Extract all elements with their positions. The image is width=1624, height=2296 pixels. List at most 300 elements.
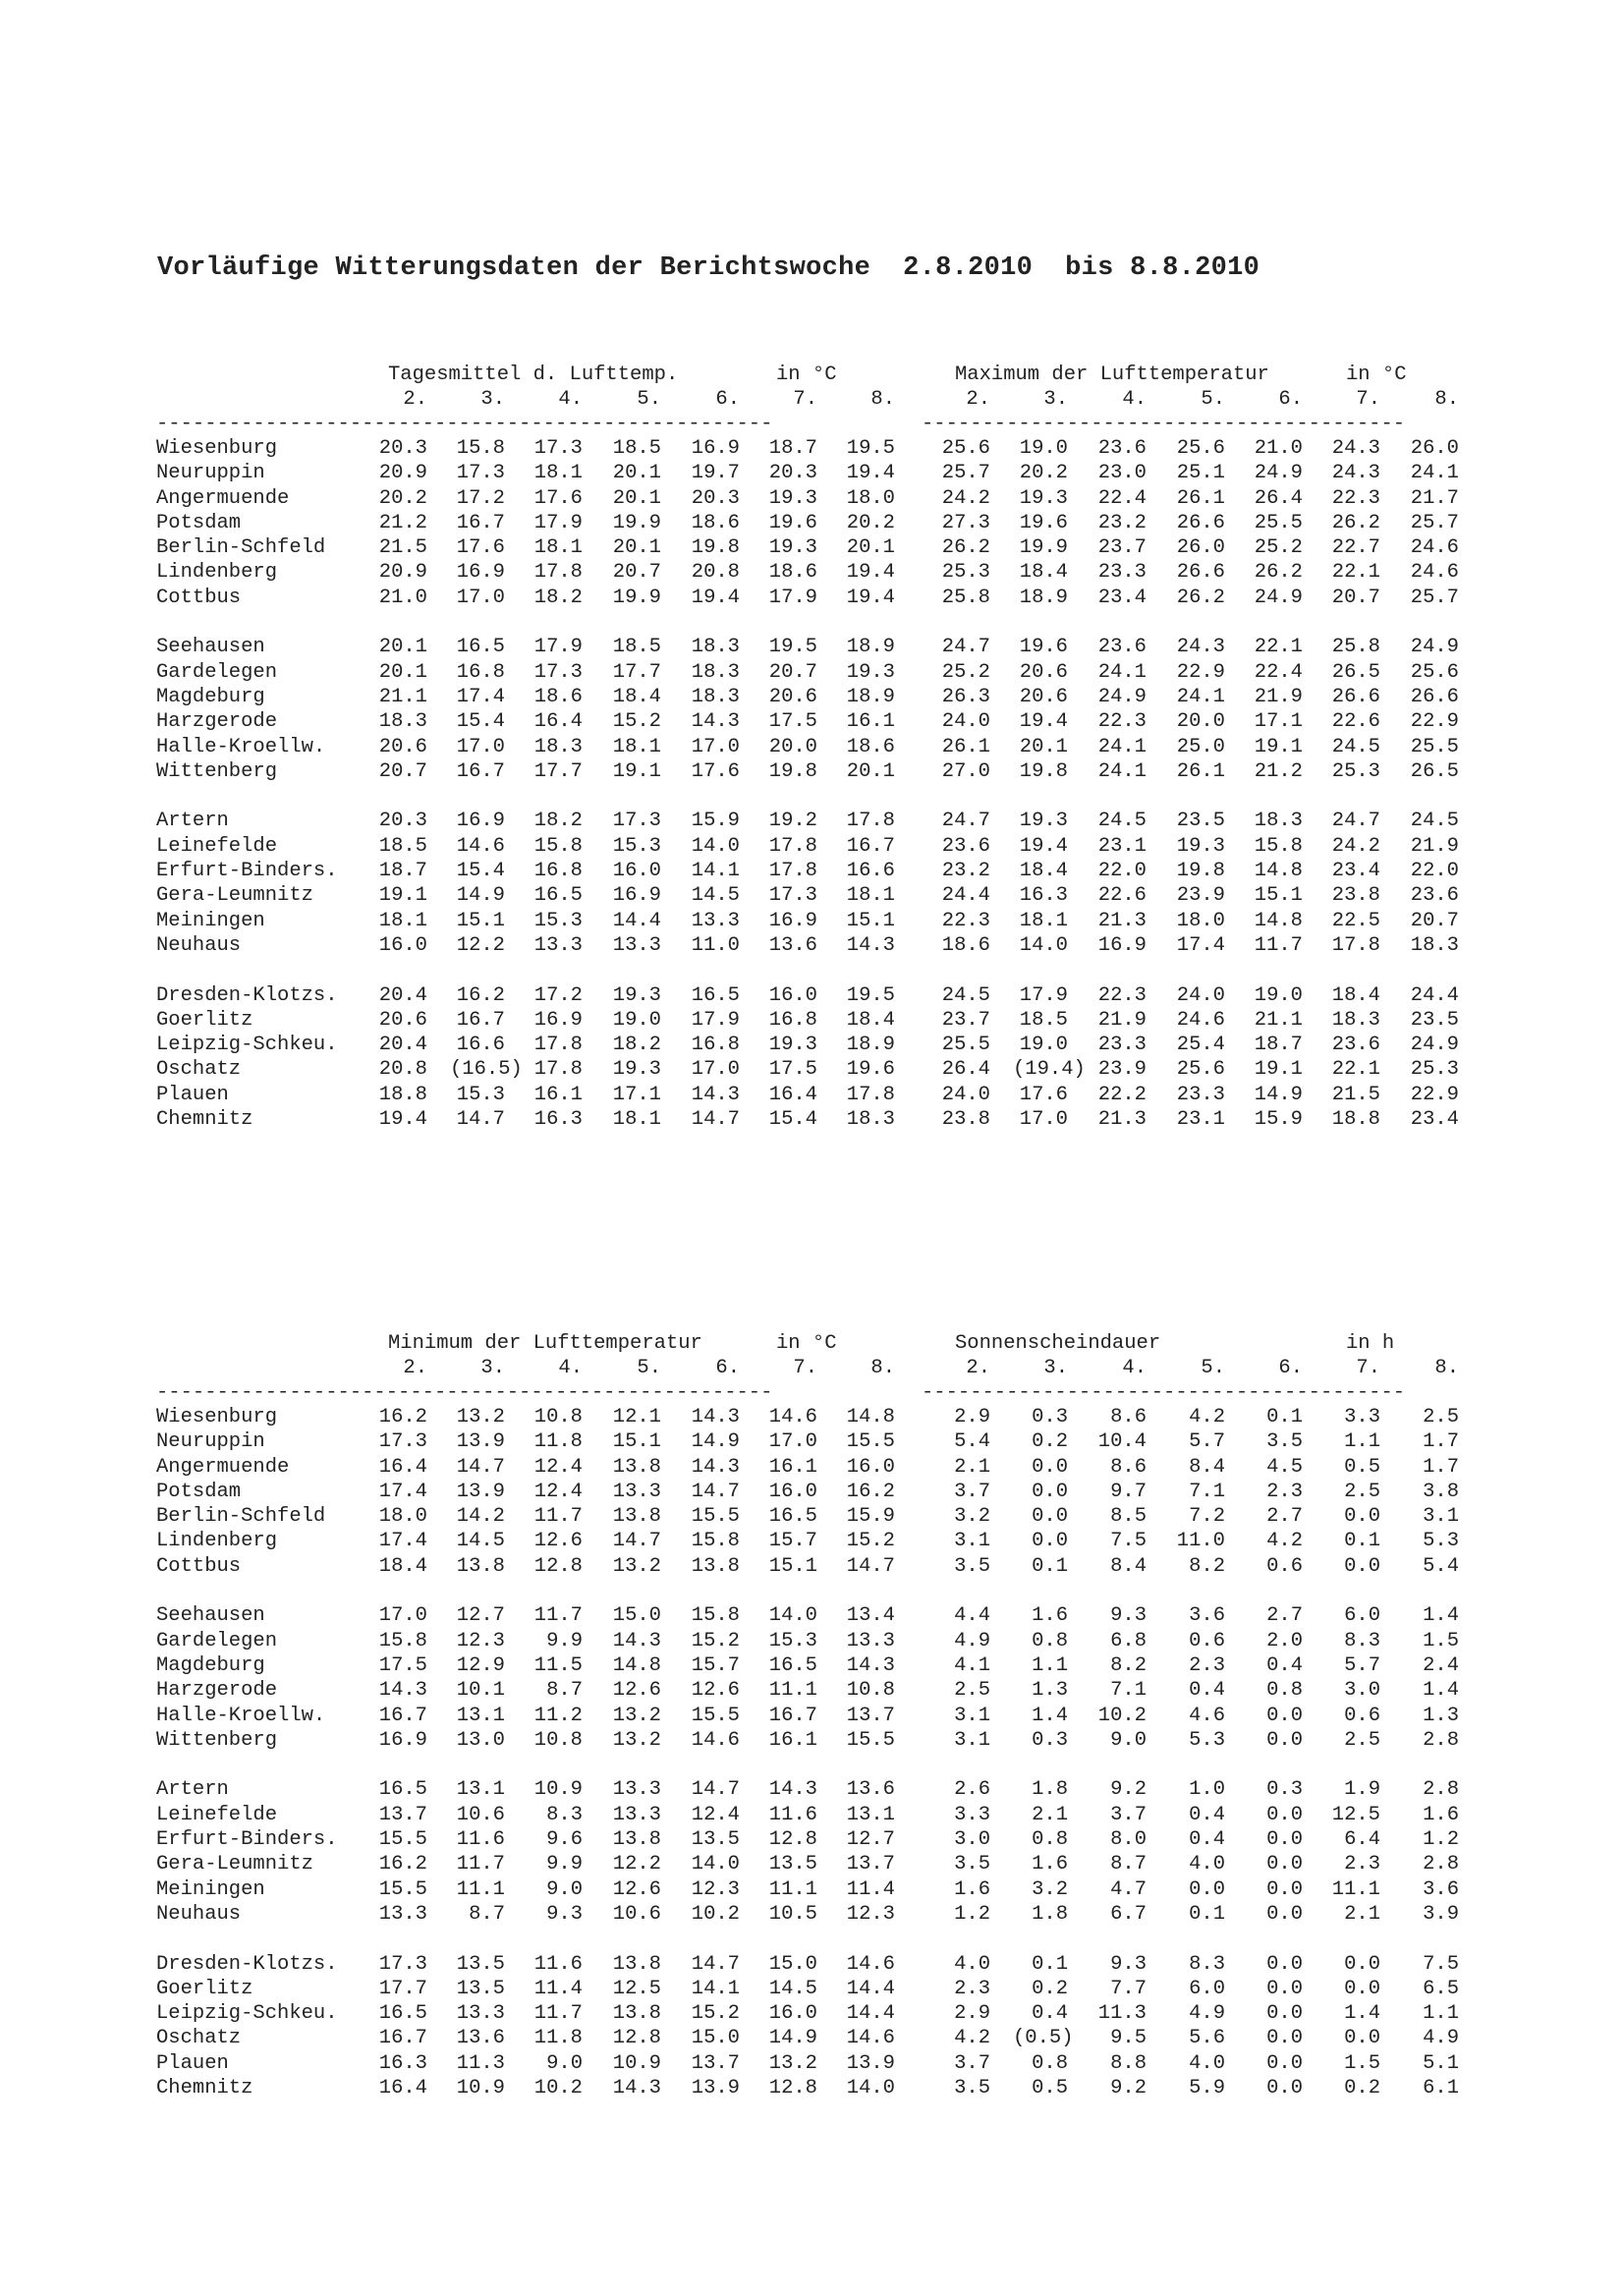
table-row: [156, 1878, 1483, 1903]
header-separator: [156, 1381, 1483, 1406]
left-value: 18.8: [378, 1083, 427, 1106]
left-value: 14.7: [456, 1455, 505, 1479]
right-value: 19.3: [1176, 834, 1225, 858]
left-value: 14.3: [846, 933, 895, 957]
right-value: 8.3: [1344, 1629, 1380, 1652]
left-value: 16.0: [768, 983, 817, 1007]
station-name: Goerlitz: [156, 1008, 253, 1032]
right-value: 24.0: [1176, 983, 1225, 1007]
left-value: 16.9: [533, 1008, 583, 1032]
right-value: 20.7: [1331, 586, 1380, 609]
right-value: 0.5: [1032, 2077, 1068, 2100]
left-value: 19.4: [846, 561, 895, 585]
right-value: 22.2: [1097, 1083, 1147, 1106]
right-value: 3.6: [1189, 1604, 1225, 1628]
left-value: 13.1: [456, 1704, 505, 1727]
left-value: 14.7: [691, 1778, 740, 1802]
left-value: 20.7: [612, 561, 661, 585]
table-row: [156, 661, 1483, 686]
right-value: 27.0: [941, 759, 990, 783]
day-header: 7.: [793, 1357, 817, 1379]
day-header: 3.: [1043, 388, 1068, 411]
day-header: 5.: [1201, 388, 1225, 411]
left-value: 14.6: [846, 1952, 895, 1976]
table-row: [156, 1084, 1483, 1108]
right-value: 9.7: [1110, 1480, 1147, 1503]
weather-table-temperature-mean-max: [156, 364, 1483, 1158]
right-value: 0.4: [1032, 2002, 1068, 2026]
right-value: 3.9: [1423, 1902, 1459, 1926]
right-value: 0.4: [1266, 1653, 1303, 1677]
right-value: 0.0: [1266, 2027, 1303, 2050]
left-value: 21.1: [378, 685, 427, 708]
right-value: 18.4: [1331, 983, 1380, 1007]
left-value: 19.9: [612, 586, 661, 609]
right-value: 18.3: [1410, 933, 1459, 957]
left-value: 11.7: [533, 1604, 583, 1628]
left-value: 14.9: [768, 2027, 817, 2050]
left-value: 18.1: [846, 884, 895, 908]
left-value: 18.0: [378, 1505, 427, 1529]
right-value: 20.7: [1410, 909, 1459, 932]
left-value: 14.5: [691, 884, 740, 908]
right-value: 1.0: [1189, 1778, 1225, 1802]
left-value: 19.4: [846, 586, 895, 609]
right-value: 26.4: [941, 1058, 990, 1082]
left-value: 16.0: [378, 933, 427, 957]
left-value: 15.5: [378, 1828, 427, 1852]
right-value: 14.0: [1019, 933, 1068, 957]
left-value: 13.7: [691, 2051, 740, 2075]
left-value: 19.3: [768, 486, 817, 510]
right-value: 1.4: [1423, 1679, 1459, 1703]
left-value: 10.9: [533, 1778, 583, 1802]
left-value: 16.3: [378, 2051, 427, 2075]
left-value: 18.7: [378, 860, 427, 883]
station-name: Gera-Leumnitz: [156, 1853, 313, 1876]
station-group: [156, 636, 1483, 785]
left-value: 18.6: [691, 511, 740, 534]
left-value: 13.8: [612, 1455, 661, 1479]
right-value: 17.4: [1176, 933, 1225, 957]
left-value: 11.0: [691, 933, 740, 957]
station-name: Meiningen: [156, 1877, 265, 1901]
left-value: 15.5: [846, 1430, 895, 1454]
right-value: 4.2: [1189, 1406, 1225, 1428]
left-value: 11.1: [768, 1679, 817, 1703]
left-value: 15.1: [768, 1554, 817, 1578]
left-value: 13.3: [456, 2002, 505, 2026]
station-group: [156, 1604, 1483, 1754]
right-value: 24.9: [1097, 685, 1147, 708]
right-value: 26.0: [1410, 437, 1459, 460]
left-value: 19.1: [378, 884, 427, 908]
right-value: 24.1: [1097, 759, 1147, 783]
left-value: 19.3: [612, 983, 661, 1007]
right-value: 25.5: [1254, 511, 1303, 534]
right-value: 0.4: [1189, 1828, 1225, 1852]
right-value: 6.7: [1110, 1902, 1147, 1926]
station-name: Neuhaus: [156, 933, 242, 957]
right-value: 4.0: [1189, 2051, 1225, 2075]
station-name: Cottbus: [156, 586, 242, 609]
right-value: 0.1: [1189, 1902, 1225, 1926]
right-value: 22.4: [1254, 660, 1303, 684]
right-value: 0.0: [1032, 1480, 1068, 1503]
left-value: 14.3: [691, 1083, 740, 1106]
left-value: 9.9: [546, 1853, 583, 1876]
left-value: 20.0: [768, 735, 817, 758]
right-value: 0.1: [1032, 1952, 1068, 1976]
left-value: 18.3: [691, 660, 740, 684]
right-value: 0.0: [1344, 1952, 1380, 1976]
right-value: 18.4: [1019, 860, 1068, 883]
left-value: 13.2: [768, 2051, 817, 2075]
right-value: 23.4: [1331, 860, 1380, 883]
left-value: 15.3: [533, 909, 583, 932]
left-value: 18.0: [846, 486, 895, 510]
day-header: 5.: [637, 1357, 661, 1379]
right-value: 2.6: [954, 1778, 990, 1802]
right-value: 21.7: [1410, 486, 1459, 510]
table-row: [156, 1853, 1483, 1877]
right-value: 14.9: [1254, 1083, 1303, 1106]
day-header: 7.: [1356, 388, 1380, 411]
right-value: 3.1: [1423, 1505, 1459, 1529]
right-value: 2.4: [1423, 1653, 1459, 1677]
left-value: 21.2: [378, 511, 427, 534]
left-value: 17.3: [456, 462, 505, 485]
right-value: 0.0: [1266, 1853, 1303, 1876]
left-value: 16.2: [456, 983, 505, 1007]
left-value: 13.2: [612, 1728, 661, 1752]
left-value: 14.7: [691, 1952, 740, 1976]
left-value: 13.4: [846, 1604, 895, 1628]
left-value: 20.1: [378, 660, 427, 684]
table-row: [156, 1828, 1483, 1853]
left-value: 16.5: [378, 1778, 427, 1802]
right-value: 4.0: [1189, 1853, 1225, 1876]
left-value: 17.0: [456, 586, 505, 609]
left-value: 12.7: [456, 1604, 505, 1628]
right-value: 22.1: [1331, 1058, 1380, 1082]
left-value: 15.5: [691, 1505, 740, 1529]
station-group: [156, 437, 1483, 611]
left-value: 14.3: [612, 1629, 661, 1652]
right-value: 23.6: [1410, 884, 1459, 908]
left-value: 16.2: [846, 1480, 895, 1503]
right-value: 0.0: [1344, 1554, 1380, 1578]
left-value: 20.4: [378, 1034, 427, 1057]
right-value: 4.7: [1110, 1877, 1147, 1901]
right-value: 19.9: [1019, 536, 1068, 560]
station-name: Neuruppin: [156, 1430, 265, 1454]
right-value: 24.1: [1410, 462, 1459, 485]
right-value: 24.6: [1176, 1008, 1225, 1032]
station-name: Potsdam: [156, 511, 242, 534]
right-value: 8.7: [1110, 1853, 1147, 1876]
left-value: 19.4: [691, 586, 740, 609]
left-value: 14.0: [768, 1604, 817, 1628]
station-name: Angermuende: [156, 1455, 290, 1479]
table-row: [156, 1604, 1483, 1629]
right-value: 22.5: [1331, 909, 1380, 932]
left-value: 13.3: [612, 1778, 661, 1802]
table-row: [156, 1530, 1483, 1554]
left-value: 15.8: [691, 1604, 740, 1628]
right-value: 24.1: [1097, 735, 1147, 758]
table-row: [156, 587, 1483, 611]
right-value: 24.9: [1254, 462, 1303, 485]
left-value: 14.3: [691, 1406, 740, 1428]
left-value: 12.6: [612, 1877, 661, 1901]
right-value: 3.0: [954, 1828, 990, 1852]
right-value: 2.3: [1344, 1853, 1380, 1876]
table-row: [156, 1903, 1483, 1928]
left-value: 14.2: [456, 1505, 505, 1529]
table-row: [156, 934, 1483, 959]
right-value: 21.2: [1254, 759, 1303, 783]
left-value: 19.5: [768, 636, 817, 659]
right-value: 25.8: [1331, 636, 1380, 659]
station-name: Halle-Kroellw.: [156, 735, 326, 758]
right-value: 5.3: [1423, 1530, 1459, 1553]
day-header: 5.: [637, 388, 661, 411]
right-value: 19.4: [1019, 834, 1068, 858]
right-value: 5.4: [1423, 1554, 1459, 1578]
left-value: 17.8: [768, 860, 817, 883]
right-value: 0.6: [1189, 1629, 1225, 1652]
left-value: 20.9: [378, 561, 427, 585]
right-section-unit: in °C: [1346, 364, 1407, 386]
right-value: 6.5: [1423, 1977, 1459, 2000]
right-value: 26.4: [1254, 486, 1303, 510]
table-row: [156, 1505, 1483, 1530]
left-value: 20.8: [691, 561, 740, 585]
left-value: 20.1: [846, 759, 895, 783]
left-value: 14.0: [691, 834, 740, 858]
right-value: 3.3: [1344, 1406, 1380, 1428]
left-value: 15.4: [456, 860, 505, 883]
left-value: 17.7: [378, 1977, 427, 2000]
right-value: 1.7: [1423, 1455, 1459, 1479]
left-value: 13.3: [846, 1629, 895, 1652]
right-value: 11.0: [1176, 1530, 1225, 1553]
right-value: 24.1: [1176, 685, 1225, 708]
right-value: 4.0: [954, 1952, 990, 1976]
day-header: 8.: [870, 388, 895, 411]
left-value: 18.6: [533, 685, 583, 708]
left-value: 14.4: [612, 909, 661, 932]
table-row: [156, 860, 1483, 884]
right-value: 18.6: [941, 933, 990, 957]
left-value: 16.8: [691, 1034, 740, 1057]
right-value: 0.0: [1266, 1803, 1303, 1826]
right-value: 1.6: [1032, 1853, 1068, 1876]
left-value: 19.8: [691, 536, 740, 560]
right-value: 2.3: [954, 1977, 990, 2000]
left-value: 16.8: [533, 860, 583, 883]
left-value: 13.1: [846, 1803, 895, 1826]
right-value: 1.6: [1423, 1803, 1459, 1826]
left-value: 16.6: [846, 860, 895, 883]
right-value: 21.3: [1097, 909, 1147, 932]
right-value: 22.9: [1410, 710, 1459, 734]
right-value: 0.1: [1032, 1554, 1068, 1578]
right-value: 0.0: [1266, 1704, 1303, 1727]
left-value: 14.6: [456, 834, 505, 858]
right-value: 7.7: [1110, 1977, 1147, 2000]
right-value: 7.5: [1110, 1530, 1147, 1553]
right-value: 19.4: [1019, 710, 1068, 734]
right-value: 19.0: [1254, 983, 1303, 1007]
table-row: [156, 2002, 1483, 2027]
left-value: 15.1: [846, 909, 895, 932]
right-value: 19.8: [1019, 759, 1068, 783]
right-value: 19.3: [1019, 486, 1068, 510]
left-value: 15.9: [846, 1505, 895, 1529]
left-value: 16.9: [691, 437, 740, 460]
left-value: 16.4: [533, 710, 583, 734]
left-value: 18.6: [768, 561, 817, 585]
right-value: 2.1: [954, 1455, 990, 1479]
right-value: 22.7: [1331, 536, 1380, 560]
left-value: 12.2: [612, 1853, 661, 1876]
table-row: [156, 1406, 1483, 1430]
left-value: 12.9: [456, 1653, 505, 1677]
right-value: 23.8: [1331, 884, 1380, 908]
left-value: 17.3: [533, 437, 583, 460]
right-value: 17.9: [1019, 983, 1068, 1007]
left-value: 13.9: [456, 1480, 505, 1503]
left-value: 14.0: [846, 2077, 895, 2100]
right-value: 5.9: [1189, 2077, 1225, 2100]
left-value: 10.6: [612, 1902, 661, 1926]
left-value: 19.1: [612, 759, 661, 783]
right-value: 23.0: [1097, 462, 1147, 485]
right-value: 26.2: [1331, 511, 1380, 534]
left-value: 13.5: [768, 1853, 817, 1876]
left-value: 17.3: [533, 660, 583, 684]
separator-line-right: ----------------------------------------: [922, 1381, 1406, 1404]
right-value: 0.8: [1032, 2051, 1068, 2075]
day-header: 3.: [1043, 1357, 1068, 1379]
left-value: 19.3: [768, 1034, 817, 1057]
left-value: 16.1: [533, 1083, 583, 1106]
left-value: 20.2: [846, 511, 895, 534]
right-value: 8.4: [1189, 1455, 1225, 1479]
right-value: 1.5: [1344, 2051, 1380, 2075]
left-value: 14.8: [612, 1653, 661, 1677]
left-value: 13.9: [846, 2051, 895, 2075]
right-value: 5.6: [1189, 2027, 1225, 2050]
left-value: 15.4: [768, 1108, 817, 1132]
station-name: Wittenberg: [156, 759, 278, 783]
right-value: 17.6: [1019, 1083, 1068, 1106]
left-value: 18.5: [612, 437, 661, 460]
left-value: 18.4: [846, 1008, 895, 1032]
left-value: 14.3: [846, 1653, 895, 1677]
left-value: 19.8: [768, 759, 817, 783]
left-value: 20.4: [378, 983, 427, 1007]
left-value: 17.4: [456, 685, 505, 708]
station-name: Leinefelde: [156, 1803, 278, 1826]
right-value: 4.4: [954, 1604, 990, 1628]
left-value: 12.8: [533, 1554, 583, 1578]
right-value: 9.2: [1110, 1778, 1147, 1802]
right-value: 26.2: [941, 536, 990, 560]
day-header: 7.: [1356, 1357, 1380, 1379]
table-row: [156, 1953, 1483, 1978]
right-section-title: Sonnenscheindauer: [955, 1332, 1161, 1355]
right-value: 1.3: [1423, 1704, 1459, 1727]
day-header: 8.: [1434, 1357, 1459, 1379]
right-value: 18.1: [1019, 909, 1068, 932]
right-value: 9.5: [1110, 2027, 1147, 2050]
left-value: 16.0: [612, 860, 661, 883]
right-value: 25.8: [941, 586, 990, 609]
right-value: 23.4: [1097, 586, 1147, 609]
left-value: 18.1: [612, 1108, 661, 1132]
right-value: 26.6: [1410, 685, 1459, 708]
left-value: 9.9: [546, 1629, 583, 1652]
left-value: 16.7: [456, 759, 505, 783]
left-value: 15.9: [691, 810, 740, 833]
right-value: 24.2: [941, 486, 990, 510]
left-value: 19.6: [846, 1058, 895, 1082]
table-row: [156, 835, 1483, 860]
station-name: Leipzig-Schkeu.: [156, 2002, 338, 2026]
right-value: 1.5: [1423, 1629, 1459, 1652]
left-value: 16.1: [846, 710, 895, 734]
left-value: 18.1: [378, 909, 427, 932]
table-row: [156, 512, 1483, 536]
separator-line-right: ----------------------------------------: [922, 413, 1406, 435]
left-value: 15.1: [456, 909, 505, 932]
right-value: 24.9: [1254, 586, 1303, 609]
right-value: 27.3: [941, 511, 990, 534]
left-value: 15.7: [768, 1530, 817, 1553]
right-value: 4.6: [1189, 1704, 1225, 1727]
right-value: 1.8: [1032, 1902, 1068, 1926]
left-value: 15.2: [691, 1629, 740, 1652]
right-value: 6.0: [1344, 1604, 1380, 1628]
left-value: 15.3: [768, 1629, 817, 1652]
left-value: 17.8: [533, 1034, 583, 1057]
left-value: 14.9: [691, 1430, 740, 1454]
left-value: 20.7: [768, 660, 817, 684]
right-value: 16.9: [1097, 933, 1147, 957]
right-value: 23.8: [941, 1108, 990, 1132]
left-value: 17.9: [533, 636, 583, 659]
right-value: 24.0: [941, 1083, 990, 1106]
left-value: 13.2: [612, 1554, 661, 1578]
left-value: 13.5: [456, 1977, 505, 2000]
right-value: 18.5: [1019, 1008, 1068, 1032]
right-value: 0.0: [1266, 2002, 1303, 2026]
left-value: 13.7: [378, 1803, 427, 1826]
station-name: Halle-Kroellw.: [156, 1704, 326, 1727]
right-value: 6.0: [1189, 1977, 1225, 2000]
right-value: 23.6: [1097, 636, 1147, 659]
right-value: 25.5: [1410, 735, 1459, 758]
left-value: 17.0: [691, 735, 740, 758]
station-name: Harzgerode: [156, 710, 278, 734]
left-value: (16.5): [450, 1058, 523, 1082]
left-value: 15.8: [533, 834, 583, 858]
right-value: 2.7: [1266, 1604, 1303, 1628]
right-value: 24.7: [1331, 810, 1380, 833]
